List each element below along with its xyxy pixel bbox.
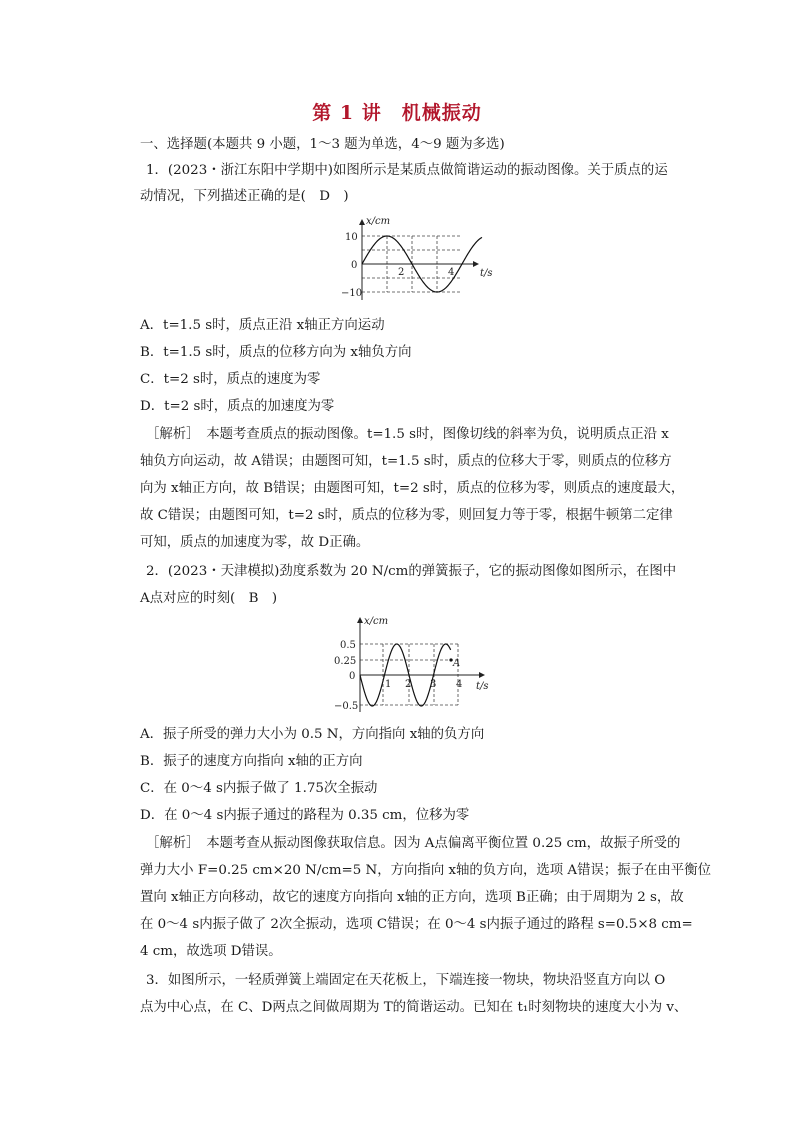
q1-solution-line4: 故 C错误；由题图可知，t=2 s时，质点的位移为零，则回复力等于零，根据牛顿第二定律 [140, 508, 673, 523]
q2-option-b: B．振子的速度方向指向 x轴的正方向 [140, 754, 363, 769]
q1-x-tick-2: 2 [398, 267, 405, 278]
q2-solution-line5: 4 cm，故选项 D错误。 [140, 944, 282, 959]
q1-stem-line1: 1．(2023・浙江东阳中学期中)如图所示是某质点做简谐运动的振动图像。关于质点的运 [146, 163, 668, 178]
q3-stem-line1: 3．如图所示，一轻质弹簧上端固定在天花板上，下端连接一物块，物块沿竖直方向以 O [146, 973, 666, 988]
q1-solution-line5: 可知，质点的加速度为零，故 D正确。 [140, 535, 370, 550]
q1-option-d: D．t=2 s时，质点的加速度为零 [140, 399, 335, 414]
q1-solution-line3: 向为 x轴正方向，故 B错误；由题图可知，t=2 s时，质点的位移为零，则质点的速度最大， [140, 481, 685, 496]
q2-point-a-label: A [453, 658, 461, 669]
q1-solution-line2: 轴负方向运动，故 A错误；由题图可知，t=1.5 s时，质点的位移大于零，则质点的位移方 [140, 454, 672, 469]
q1-y-tick-0: 0 [351, 260, 358, 271]
q2-solution-line2: 弹力大小 F=0.25 cm×20 N/cm=5 N，方向指向 x轴的负方向，选项 A错误；振子在由平衡位 [140, 863, 711, 878]
q2-figure [326, 614, 502, 714]
q2-solution-line4: 在 0～4 s内振子做了 2次全振动，选项 C错误；在 0～4 s内振子通过的路程 s=0.5×8 cm= [140, 917, 693, 932]
q1-solution-line1: ［解析］ 本题考查质点的振动图像。t=1.5 s时，图像切线的斜率为负，说明质点正沿 x [146, 427, 669, 442]
q1-option-b: B．t=1.5 s时，质点的位移方向为 x轴负方向 [140, 345, 412, 360]
q2-stem-line1: 2．(2023・天津模拟)劲度系数为 20 N/cm的弹簧振子，它的振动图像如图所示，在图中 [146, 564, 677, 579]
q1-option-a: A．t=1.5 s时，质点正沿 x轴正方向运动 [140, 318, 385, 333]
page-title: 第 1 讲 机械振动 [312, 102, 482, 124]
q2-solution-line1: ［解析］ 本题考查从振动图像获取信息。因为 A点偏离平衡位置 0.25 cm，故振子所受的 [146, 836, 681, 851]
q1-x-axis-label: t/s [480, 268, 493, 279]
q2-option-d: D．在 0～4 s内振子通过的路程为 0.35 cm，位移为零 [140, 808, 470, 823]
q2-y-axis-label: x/cm [364, 616, 389, 627]
q1-y-tick-neg10: −10 [341, 288, 363, 299]
q2-y-tick-0.5: 0.5 [340, 640, 356, 651]
q2-x-tick-2: 2 [405, 679, 412, 690]
q2-solution-line3: 置向 x轴正方向移动，故它的速度方向指向 x轴的正方向，选项 B正确；由于周期为 2 s，故 [140, 890, 684, 905]
q2-y-tick-0: 0 [349, 671, 356, 682]
q2-x-tick-1: 1 [385, 679, 392, 690]
q1-option-c: C．t=2 s时，质点的速度为零 [140, 372, 321, 387]
q2-option-c: C．在 0～4 s内振子做了 1.75次全振动 [140, 781, 378, 796]
q1-stem-line2: 动情况，下列描述正确的是( D ) [140, 189, 349, 204]
section-header: 一、选择题(本题共 9 小题，1～3 题为单选，4～9 题为多选) [140, 137, 505, 152]
q2-y-tick-neg0.5: −0.5 [334, 701, 359, 712]
q2-stem-line2: A点对应的时刻( B ) [140, 591, 278, 606]
q2-y-tick-0.25: 0.25 [334, 656, 357, 667]
q2-option-a: A．振子所受的弹力大小为 0.5 N，方向指向 x轴的负方向 [140, 727, 485, 742]
q2-x-axis-label: t/s [476, 681, 489, 692]
q1-figure [330, 212, 500, 306]
q3-stem-line2: 点为中心点，在 C、D两点之间做周期为 T的简谐运动。已知在 t₁时刻物块的速度大小为 v、 [140, 1000, 688, 1015]
q1-y-axis-label: x/cm [366, 216, 391, 227]
q1-x-tick-4: 4 [448, 267, 455, 278]
q2-x-tick-3: 3 [430, 679, 437, 690]
q2-x-tick-4: 4 [456, 679, 463, 690]
q1-y-tick-10: 10 [345, 232, 358, 243]
